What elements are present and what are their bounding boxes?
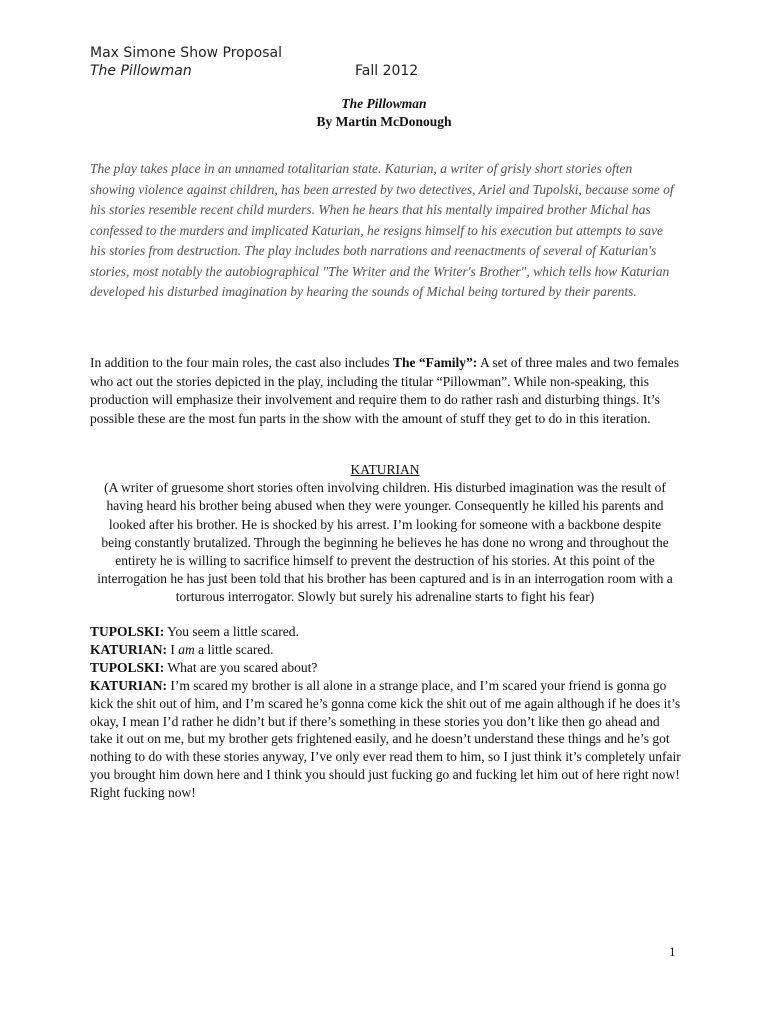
dialogue-line xyxy=(90,677,684,802)
line-text: You seem a little scared. xyxy=(164,624,299,639)
character-name: KATURIAN xyxy=(350,462,420,477)
proposal-label: Max Simone Show Proposal xyxy=(90,45,282,61)
line-text: I xyxy=(167,641,179,657)
play-author: By Martin McDonough xyxy=(316,114,452,129)
line-text: I’m scared my brother is all alone in a strange place, and I’m scared your friend is gonna go kick the shit out of him, and I’m scared he’s gonna come kick the shit out of me again although if he does it’s okay, I mean I’d rather he didn’t but if there’s something in these stories you don’t like then go ahead and take it out on me, but my brother gets frightened easily, and he doesn’t understand these things and he’s got nothing to do with these stories anyway, I’ve only ever read them to him, so I just think it’s completely unfair you brought him down here and I think you should just fucking go and fucking let him out of here right now! Right fucking now! xyxy=(90,677,681,801)
synopsis-paragraph: The play takes place in an unnamed totalitarian state. Katurian, a writer of grisly short stories often showing violence against children, has been arrested by two detectives, Ariel and Tupolski, because some of his stories resemble recent child murders. When he hears that his mentally impaired brother Michal has confessed to the murders and implicated Katurian, he resigns himself to his execution but attempts to save his stories from destruction. The play includes both narrations and reenactments of several of Katurian's stories, most notably the autobiographical "The Writer and the Writer's Brother", which tells how Katurian developed his disturbed imagination by hearing the sounds of Michal being tortured by their parents. xyxy=(90,161,674,299)
speaker-name: TUPOLSKI: xyxy=(90,659,165,675)
dialogue-line xyxy=(90,623,684,641)
play-title: The Pillowman xyxy=(341,96,427,111)
header-play-title: The Pillowman xyxy=(90,63,192,79)
title-block xyxy=(0,95,768,131)
character-block xyxy=(90,461,680,607)
page-number: 1 xyxy=(669,944,676,959)
line-text-end: a little scared. xyxy=(194,641,274,657)
document-header xyxy=(90,44,419,80)
cast-intro-paragraph xyxy=(90,354,680,428)
character-description: (A writer of gruesome short stories often involving children. His disturbed imagination was the result of having heard his brother being abused when they were younger. Consequently he killed his parents and looked after his brother. He is shocked by his arrest. I’m looking for someone with a backbone despite being constantly brutalized. Through the beginning he believes he has done no wrong and throughout the entirety he is willing to sacrifice himself to prevent the destruction of his stories. At this point of the interrogation he has just been told that his brother has been captured and is in an interrogation room with a torturous interrogator. Slowly but surely his adrenaline starts to fight his fear) xyxy=(97,480,673,605)
speaker-name: KATURIAN: xyxy=(90,677,167,693)
header-term: Fall 2012 xyxy=(355,63,419,79)
header-play-row xyxy=(90,62,419,80)
intro-text-start: In addition to the four main roles, the cast also includes xyxy=(90,355,393,370)
emphasized-word: am xyxy=(178,641,195,657)
speaker-name: KATURIAN: xyxy=(90,641,167,657)
dialogue-section xyxy=(90,623,684,802)
speaker-name: TUPOLSKI: xyxy=(90,624,165,639)
intro-text-end: A set of three males and two females who act out the stories depicted in the play, including the titular “Pillowman”. While non-speaking, this production will emphasize their involvement and require them to do rather rash and disturbing things. It’s possible these are the most fun parts in the show with the amount of stuff they get to do in this iteration. xyxy=(90,355,680,426)
family-label: The “Family”: xyxy=(392,355,478,370)
dialogue-line xyxy=(90,659,684,677)
dialogue-line xyxy=(90,641,684,659)
line-text: What are you scared about? xyxy=(164,659,318,675)
